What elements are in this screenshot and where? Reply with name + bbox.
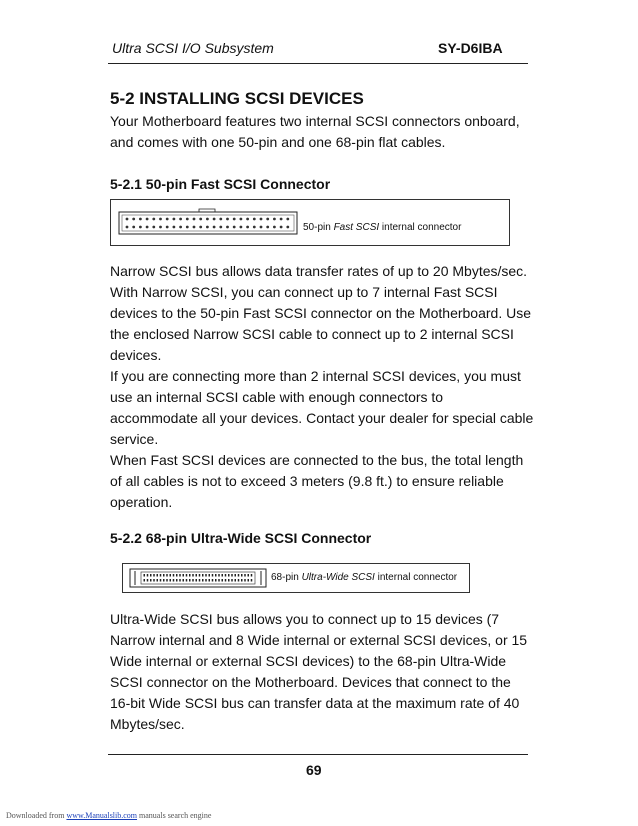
connector-pin bbox=[212, 574, 214, 577]
text-line: Your Motherboard features two internal SCSI connectors onboard, bbox=[110, 113, 520, 129]
connector-pin bbox=[126, 218, 129, 221]
connector-pin bbox=[205, 579, 207, 582]
connector-pin bbox=[176, 574, 178, 577]
connector-pin bbox=[166, 574, 168, 577]
text-line: and comes with one 50-pin and one 68-pin flat cables. bbox=[110, 134, 446, 150]
connector-pin bbox=[159, 218, 162, 221]
connector-pin bbox=[219, 218, 222, 221]
connector-pin bbox=[241, 574, 243, 577]
connector-pin bbox=[160, 579, 162, 582]
connector-pin bbox=[157, 579, 159, 582]
connector-pin bbox=[225, 574, 227, 577]
connector-pin bbox=[186, 579, 188, 582]
connector-pin bbox=[231, 579, 233, 582]
connector-pin bbox=[199, 579, 201, 582]
connector-pin bbox=[199, 574, 201, 577]
download-footer: Downloaded from www.Manualslib.com manuals search engine bbox=[6, 811, 212, 820]
connector-pin bbox=[238, 574, 240, 577]
connector-pin bbox=[146, 218, 149, 221]
connector-pin bbox=[251, 579, 253, 582]
connector-pin bbox=[231, 574, 233, 577]
connector-pin bbox=[186, 218, 189, 221]
connector-pin bbox=[153, 574, 155, 577]
text-line: accommodate all your devices. Contact your dealer for special cable bbox=[110, 410, 534, 426]
text-line: Narrow SCSI bus allows data transfer rates of up to 20 Mbytes/sec. bbox=[110, 263, 528, 279]
connector-pin bbox=[179, 574, 181, 577]
figure-50pin-connector bbox=[110, 199, 510, 246]
connector-pin bbox=[150, 574, 152, 577]
connector-pin bbox=[132, 226, 135, 229]
connector-pin bbox=[202, 574, 204, 577]
connector-pin bbox=[244, 574, 246, 577]
connector-pin bbox=[233, 218, 236, 221]
connector-pin bbox=[240, 226, 243, 229]
text-line: Ultra-Wide SCSI bus allows you to connect up to 15 devices (7 bbox=[110, 611, 500, 627]
connector-pin bbox=[209, 579, 211, 582]
connector-pin bbox=[170, 574, 172, 577]
text-line: devices to the 50-pin Fast SCSI connector on the Motherboard. Use bbox=[110, 305, 532, 321]
text-line: 16-bit Wide SCSI bus can transfer data at the maximum rate of 40 bbox=[110, 695, 520, 711]
connector-pin bbox=[147, 579, 149, 582]
connector-pin bbox=[152, 218, 155, 221]
connector-pin bbox=[126, 226, 129, 229]
connector-pin bbox=[233, 226, 236, 229]
connector-pin bbox=[222, 579, 224, 582]
connector-pin bbox=[186, 226, 189, 229]
connector-pin bbox=[193, 226, 196, 229]
connector-pin bbox=[260, 218, 263, 221]
connector-pin bbox=[199, 226, 202, 229]
text-line: operation. bbox=[110, 494, 173, 510]
connector-pin bbox=[189, 579, 191, 582]
connector-pin bbox=[248, 574, 250, 577]
connector-pin bbox=[240, 218, 243, 221]
connector-pin bbox=[219, 226, 222, 229]
text-line: the enclosed Narrow SCSI cable to connect up to 2 internal SCSI bbox=[110, 326, 514, 342]
text-line: of all cables is not to exceed 3 meters (9.8 ft.) to ensure reliable bbox=[110, 473, 504, 489]
connector-pin bbox=[228, 574, 230, 577]
connector-pin bbox=[199, 218, 202, 221]
connector-pin bbox=[241, 579, 243, 582]
connector-pin bbox=[170, 579, 172, 582]
connector-pin bbox=[179, 579, 181, 582]
connector-pin bbox=[266, 226, 269, 229]
connector-pin bbox=[196, 574, 198, 577]
connector-pin bbox=[246, 218, 249, 221]
connector-pin bbox=[206, 226, 209, 229]
connector-pin bbox=[192, 574, 194, 577]
text-line: When Fast SCSI devices are connected to the bus, the total length bbox=[110, 452, 524, 468]
connector-pin bbox=[253, 218, 256, 221]
subsection-heading-68pin: 5-2.2 68-pin Ultra-Wide SCSI Connector bbox=[110, 530, 372, 546]
connector-pin bbox=[212, 579, 214, 582]
connector-pin bbox=[246, 226, 249, 229]
connector-pin bbox=[222, 574, 224, 577]
connector-pin bbox=[147, 574, 149, 577]
section-title: 5-2 INSTALLING SCSI DEVICES bbox=[110, 89, 364, 108]
connector-pin bbox=[235, 574, 237, 577]
connector-pin bbox=[235, 579, 237, 582]
connector-pin bbox=[205, 574, 207, 577]
connector-pin bbox=[251, 574, 253, 577]
connector-pin bbox=[260, 226, 263, 229]
connector-pin bbox=[153, 579, 155, 582]
intro-paragraph bbox=[110, 111, 520, 153]
connector-pin bbox=[166, 226, 169, 229]
connector-pin bbox=[244, 579, 246, 582]
connector-pin bbox=[173, 218, 176, 221]
running-header-title: Ultra SCSI I/O Subsystem bbox=[112, 40, 274, 56]
connector-pin bbox=[286, 218, 289, 221]
connector-pin bbox=[159, 226, 162, 229]
connector-pin bbox=[163, 574, 165, 577]
connector-pin bbox=[215, 574, 217, 577]
subsection-heading-50pin: 5-2.1 50-pin Fast SCSI Connector bbox=[110, 176, 331, 192]
connector-pin bbox=[144, 579, 146, 582]
connector-pin bbox=[215, 579, 217, 582]
connector-pin bbox=[179, 226, 182, 229]
figure-caption-50pin: 50-pin Fast SCSI internal connector bbox=[303, 222, 462, 233]
page-number: 69 bbox=[306, 762, 322, 778]
figure-68pin-connector bbox=[122, 563, 470, 593]
connector-pin bbox=[144, 574, 146, 577]
connector-pin bbox=[173, 574, 175, 577]
text-line: devices. bbox=[110, 347, 162, 363]
text-line: SCSI connector on the Motherboard. Devices that connect to the bbox=[110, 674, 511, 690]
text-line: use an internal SCSI cable with enough connectors to bbox=[110, 389, 444, 405]
connector-pin bbox=[163, 579, 165, 582]
connector-pin bbox=[225, 579, 227, 582]
connector-pin bbox=[286, 226, 289, 229]
connector-pin bbox=[238, 579, 240, 582]
connector-pin bbox=[173, 226, 176, 229]
text-line: service. bbox=[110, 431, 159, 447]
connector-pin bbox=[189, 574, 191, 577]
running-header-model: SY-D6IBA bbox=[438, 40, 503, 56]
connector-pin bbox=[213, 218, 216, 221]
manualslib-link[interactable]: www.Manualslib.com bbox=[66, 811, 138, 820]
connector-pin bbox=[183, 574, 185, 577]
connector-pin bbox=[266, 218, 269, 221]
paragraph-68pin bbox=[110, 609, 527, 735]
connector-pin bbox=[146, 226, 149, 229]
figure-caption-68pin: 68-pin Ultra-Wide SCSI internal connector bbox=[271, 572, 458, 583]
text-line: With Narrow SCSI, you can connect up to 7 internal Fast SCSI bbox=[110, 284, 498, 300]
text-line: Mbytes/sec. bbox=[110, 716, 185, 732]
connector-pin bbox=[139, 218, 142, 221]
text-line: Wide internal or external SCSI devices) to the 68-pin Ultra-Wide bbox=[110, 653, 507, 669]
connector-pin bbox=[132, 218, 135, 221]
connector-pin bbox=[173, 579, 175, 582]
text-line: If you are connecting more than 2 internal SCSI devices, you must bbox=[110, 368, 521, 384]
connector-pin bbox=[226, 226, 229, 229]
connector-pin bbox=[150, 579, 152, 582]
paragraph-50pin bbox=[110, 261, 533, 513]
connector-pin bbox=[160, 574, 162, 577]
connector-pin bbox=[253, 226, 256, 229]
connector-pin bbox=[218, 574, 220, 577]
connector-pin bbox=[226, 218, 229, 221]
connector-pin bbox=[280, 218, 283, 221]
connector-pin bbox=[218, 579, 220, 582]
connector-pin bbox=[166, 579, 168, 582]
header-rule bbox=[108, 63, 528, 64]
connector-pin bbox=[166, 218, 169, 221]
connector-pin bbox=[157, 574, 159, 577]
connector-pin bbox=[248, 579, 250, 582]
connector-pin bbox=[202, 579, 204, 582]
connector-pin bbox=[192, 579, 194, 582]
connector-pin bbox=[183, 579, 185, 582]
connector-pin bbox=[186, 574, 188, 577]
connector-pin bbox=[273, 218, 276, 221]
connector-pin bbox=[280, 226, 283, 229]
connector-pin bbox=[209, 574, 211, 577]
connector-pin bbox=[176, 579, 178, 582]
connector-pin bbox=[196, 579, 198, 582]
connector-pin bbox=[206, 218, 209, 221]
text-line: Narrow internal and 8 Wide internal or external SCSI devices, or 15 bbox=[110, 632, 528, 648]
connector-pin bbox=[213, 226, 216, 229]
connector-pin bbox=[228, 579, 230, 582]
connector-pin bbox=[273, 226, 276, 229]
footer-rule bbox=[108, 754, 528, 755]
connector-pin bbox=[193, 218, 196, 221]
connector-pin bbox=[152, 226, 155, 229]
connector-pin bbox=[139, 226, 142, 229]
connector-pin bbox=[179, 218, 182, 221]
